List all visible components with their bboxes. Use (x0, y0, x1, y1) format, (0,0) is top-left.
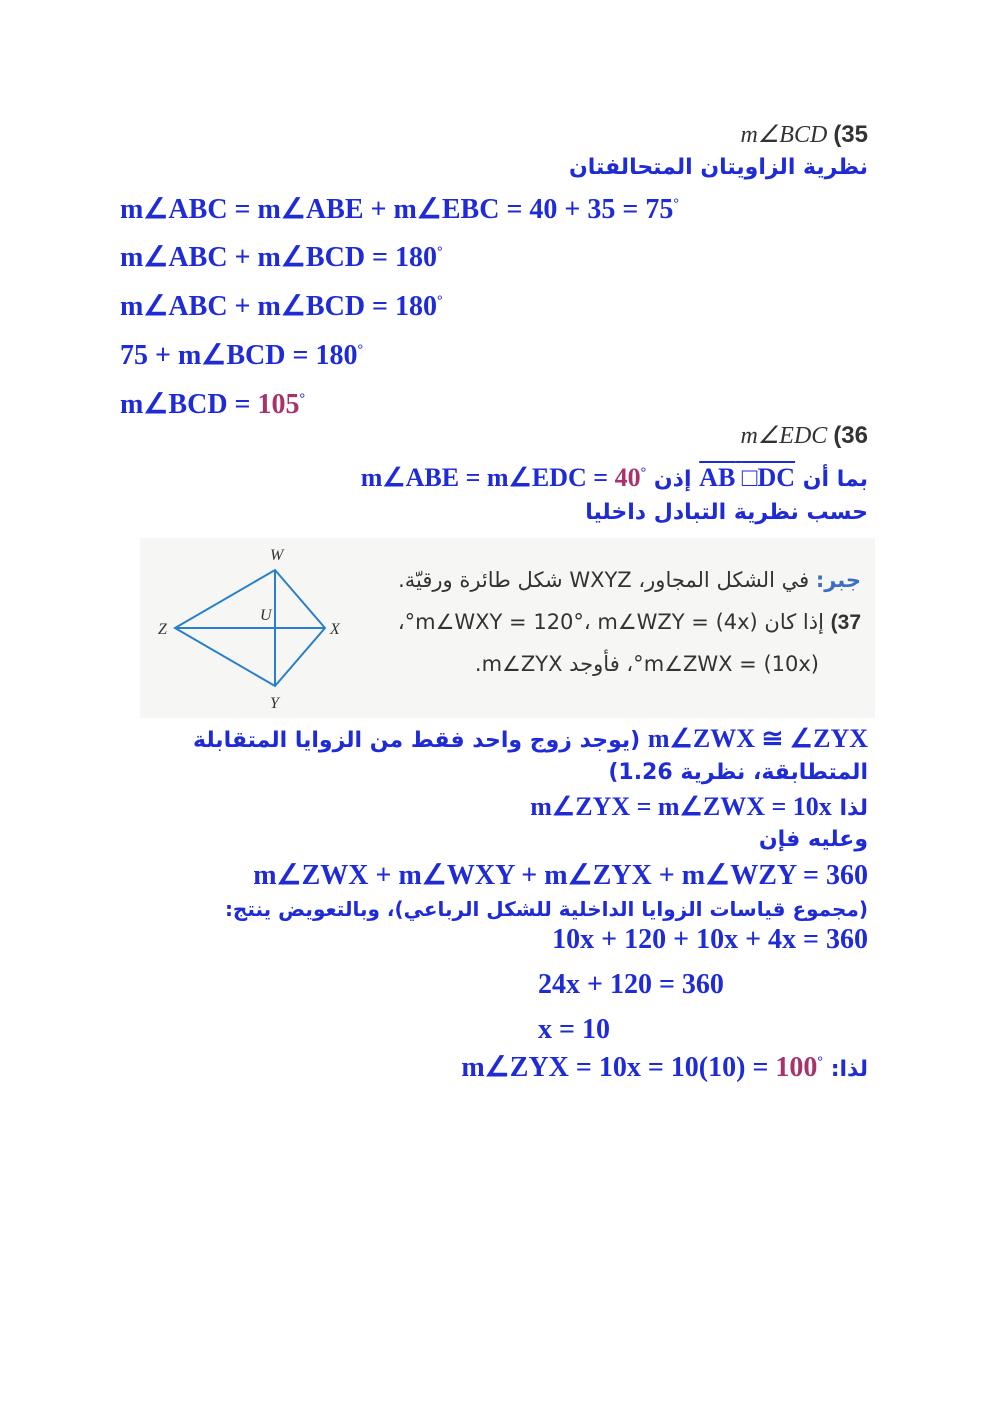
label-u: U (260, 607, 272, 624)
q37-final-eq-text: m∠ZYX = 10x = 10(10) = (461, 1052, 776, 1083)
kite-diagram (140, 538, 350, 718)
textbook-line-1 (398, 568, 861, 592)
q36-eq-text: m∠ABE = m∠EDC = (360, 463, 615, 492)
q37-eq-congruent: m∠ZWX ≅ ∠ZYX (647, 724, 868, 753)
q35-eq5 (120, 387, 305, 421)
q37-final-eq (461, 1052, 823, 1083)
q35-eq1-text: m∠ABC = m∠ABE + m∠EBC = 40 + 35 = 75 (120, 194, 674, 225)
q35-eq4-text: 75 + m∠BCD = 180 (120, 340, 358, 371)
textbook-excerpt (140, 538, 875, 718)
q37-so: لذا (839, 796, 868, 821)
q35-eq2 (120, 240, 443, 274)
q37-eq-so: m∠ZYX = m∠ZWX = 10x (530, 792, 832, 821)
q37-eq-sum: m∠ZWX + m∠WXY + m∠ZYX + m∠WZY = 360 (253, 860, 868, 891)
label-z: Z (158, 621, 167, 638)
segment-dc: DC (757, 463, 796, 492)
q35-eq2-text: m∠ABC + m∠BCD = 180 (120, 242, 437, 273)
label-x: X (330, 621, 340, 638)
label-y: Y (270, 695, 279, 712)
q35-eq5-left: m∠BCD = (120, 389, 258, 420)
q36-header (740, 421, 868, 450)
q36-parallel-statement (699, 463, 795, 492)
textbook-line-3: m∠ZWX = (10x)°، فأوجد m∠ZYX. (474, 652, 819, 676)
q36-since: بما أن (802, 467, 868, 492)
q37-final-line (461, 1050, 868, 1084)
degree-mark: ° (640, 465, 647, 481)
textbook-lead: جبر: (815, 568, 861, 592)
q35-header-expr: m∠BCD (740, 122, 828, 148)
degree-mark: ° (357, 342, 364, 358)
q36-value: 40 (614, 463, 641, 492)
q37-note2: المتطابقة، نظرية 1.26) (608, 760, 868, 785)
q35-theorem: نظرية الزاويتان المتحالفتان (568, 155, 868, 180)
textbook-problem-number: 37) (830, 611, 861, 634)
textbook-line2-text: إذا كان m∠WXY = 120°، m∠WZY = (4x)°، (397, 610, 824, 634)
textbook-line1-text: في الشكل المجاور، WXYZ شكل طائرة ورقيّة. (398, 568, 810, 592)
parallel-symbol: □ (741, 463, 758, 492)
q35-header (740, 120, 868, 149)
q36-number: (36 (833, 422, 868, 449)
label-w: W (270, 547, 284, 564)
q36-header-expr: m∠EDC (740, 423, 828, 449)
q37-eq-a: 10x + 120 + 10x + 4x = 360 (552, 924, 868, 955)
q35-eq4 (120, 338, 363, 372)
textbook-line-2 (398, 610, 861, 635)
q37-final-so: لذا: (830, 1057, 868, 1082)
q36-eq (361, 463, 647, 492)
q37-so-line (530, 792, 868, 822)
q37-therefore: وعليه فإن (758, 827, 868, 852)
q35-eq1 (120, 192, 679, 226)
segment-ab: AB (699, 463, 736, 492)
q37-answer: 100 (775, 1052, 818, 1083)
degree-mark: ° (437, 293, 443, 309)
q35-eq3 (120, 289, 443, 323)
q36-then: إذن (653, 467, 692, 492)
q37-eq-c: x = 10 (538, 1014, 610, 1045)
degree-mark: ° (437, 244, 443, 260)
q37-eq-b: 24x + 120 = 360 (538, 969, 724, 1000)
q37-note1: (يوجد زوج واحد فقط من الزوايا المتقابلة (192, 728, 641, 753)
q37-note3: (مجموع قياسات الزوايا الداخلية للشكل الرباعي)، وبالتعويض ينتج: (224, 897, 868, 921)
q35-answer: 105 (257, 389, 300, 420)
q36-reason: حسب نظرية التبادل داخليا (585, 500, 868, 525)
q36-since-line (361, 463, 868, 493)
q35-number: (35 (833, 121, 868, 148)
degree-mark: ° (299, 391, 306, 407)
degree-mark: ° (673, 196, 679, 212)
q37-congruent-line (193, 724, 868, 754)
degree-mark: ° (817, 1054, 824, 1070)
q35-eq3-text: m∠ABC + m∠BCD = 180 (120, 291, 437, 322)
